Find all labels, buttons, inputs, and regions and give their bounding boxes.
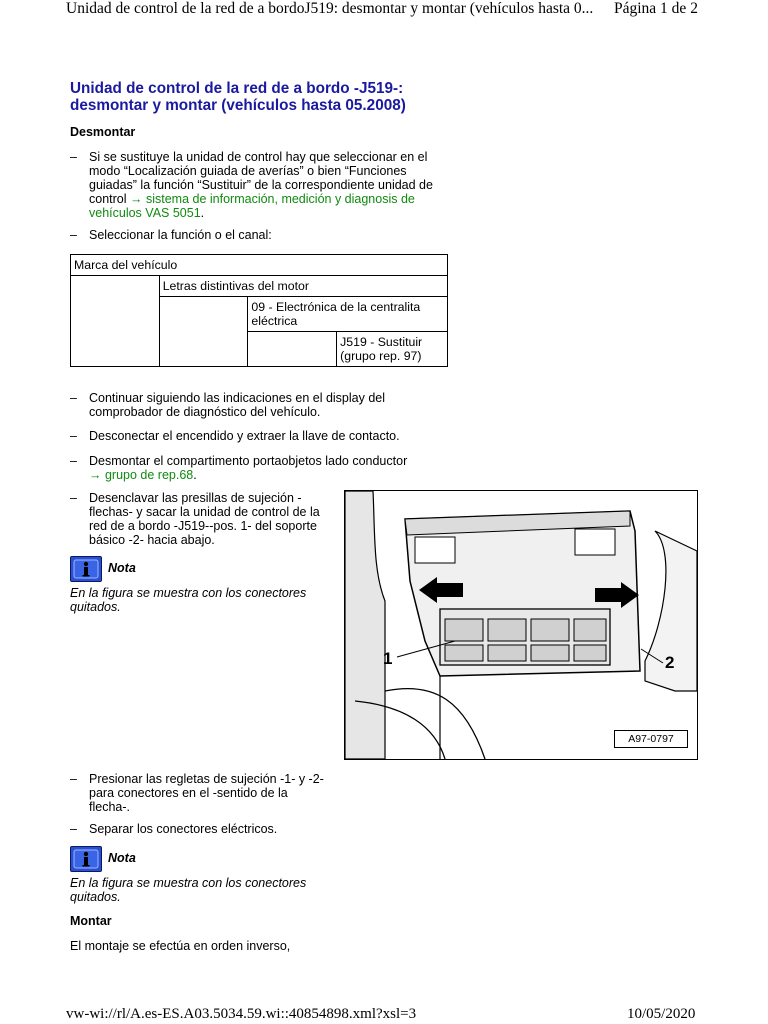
note-text: [70, 876, 350, 904]
vas-5051-link-cont[interactable]: vehículos VAS 5051: [89, 206, 201, 220]
header-page-number: Página 1 de 2: [614, 0, 698, 17]
desmontar-heading: Desmontar: [70, 125, 136, 139]
step-1-line-4-text: control: [89, 192, 130, 206]
note-text-line-2: quitados.: [70, 600, 121, 614]
table-row: [71, 255, 448, 276]
step-dash: –: [70, 491, 77, 505]
function-table: [70, 254, 448, 367]
note-text-line-2: quitados.: [70, 890, 121, 904]
step-dash: –: [70, 228, 77, 242]
table-cell-blank: [71, 276, 160, 297]
step-6-line-4: básico -2- hacia abajo.: [89, 533, 215, 547]
step-dash: –: [70, 391, 77, 405]
table-cell-engine-letters: Letras distintivas del motor: [159, 276, 447, 297]
table-cell-j519-line-2: (grupo rep. 97): [340, 349, 422, 363]
table-cell-blank: [71, 297, 160, 332]
step-dash: –: [70, 429, 77, 443]
step-7-text: [89, 772, 324, 814]
grupo-rep-68-link[interactable]: → grupo de rep.68: [89, 468, 194, 482]
footer-url: vw-wi://rl/A.es-ES.A03.5034.59.wi::40854898.xml?xsl=3: [66, 1006, 417, 1022]
page-title-line-2: desmontar y montar (vehículos hasta 05.2008): [70, 97, 406, 114]
step-5-period: .: [193, 468, 197, 482]
page-header: [0, 0, 768, 22]
step-7-line-2: para conectores en el -sentido de la: [89, 786, 288, 800]
step-1-line-4: [89, 192, 433, 206]
table-cell-electronics-line-2: eléctrica: [251, 314, 298, 328]
montar-text: El montaje se efectúa en orden inverso,: [70, 939, 291, 953]
step-dash: –: [70, 772, 77, 786]
table-cell-blank: [159, 332, 248, 367]
table-cell-blank: [248, 332, 337, 367]
table-row: [71, 276, 448, 297]
page-title: [70, 80, 470, 114]
step-1-line-2: modo “Localización guiada de averías” o bien “Funciones: [89, 164, 407, 178]
table-cell-blank: [159, 297, 248, 332]
table-cell-j519: [337, 332, 448, 367]
step-1-line-5: [89, 206, 433, 220]
footer-date: 10/05/2020: [627, 1006, 696, 1022]
note-text-line-1: En la figura se muestra con los conectores: [70, 876, 307, 890]
step-4-text: Desconectar el encendido y extraer la llave de contacto.: [89, 429, 400, 443]
table-row: [71, 332, 448, 367]
table-cell-electronics: [248, 297, 448, 332]
step-1-line-3: guiadas” la función “Sustituir” de la correspondiente unidad de: [89, 178, 433, 192]
step-dash: –: [70, 150, 77, 164]
step-5-line-2: [89, 468, 407, 482]
step-1-line-1: Si se sustituye la unidad de control hay que seleccionar en el: [89, 150, 428, 164]
step-3-text: [89, 391, 385, 419]
figure-callout-1: 1: [383, 649, 393, 668]
step-dash: –: [70, 822, 77, 836]
step-6-line-1: Desenclavar las presillas de sujeción -: [89, 491, 302, 505]
info-icon: [70, 556, 102, 582]
step-6-line-2: flechas- y sacar la unidad de control de la: [89, 505, 320, 519]
header-doc-title: Unidad de control de la red de a bordoJ519: desmontar y montar (vehículos hasta 0...: [66, 0, 594, 17]
table-cell-blank: [71, 332, 160, 367]
step-3-line-1: Continuar siguiendo las indicaciones en el display del: [89, 391, 386, 405]
step-1-text: [89, 150, 433, 220]
step-dash: –: [70, 454, 77, 468]
technical-figure: [344, 490, 698, 760]
montar-heading: Montar: [70, 914, 112, 928]
step-1-period: .: [200, 206, 205, 220]
step-3-line-2: comprobador de diagnóstico del vehículo.: [89, 405, 321, 419]
step-7-line-1: Presionar las regletas de sujeción -1- y -2-: [89, 772, 324, 786]
step-5-text: [89, 454, 407, 482]
note-text: [70, 586, 350, 614]
step-6-text: [89, 491, 320, 547]
step-7-line-3: flecha-.: [89, 800, 130, 814]
figure-code: A97-0797: [614, 730, 688, 748]
figure-callout-2: 2: [665, 653, 675, 672]
note-label: Nota: [108, 851, 136, 865]
step-6-line-3: red de a bordo -J519--pos. 1- del soporte: [89, 519, 317, 533]
figure-drawing: [345, 491, 697, 759]
note-text-line-1: En la figura se muestra con los conectores: [70, 586, 307, 600]
step-5-line-1: Desmontar el compartimento portaobjetos lado conductor: [89, 454, 408, 468]
vas-5051-link[interactable]: → sistema de información, medición y diagnosis de: [130, 192, 415, 206]
step-8-text: Separar los conectores eléctricos.: [89, 822, 278, 836]
step-2-text: Seleccionar la función o el canal:: [89, 228, 272, 242]
page-title-line-1: Unidad de control de la red de a bordo -J519-:: [70, 80, 404, 97]
table-cell-electronics-line-1: 09 - Electrónica de la centralita: [251, 300, 421, 314]
table-cell-j519-line-1: J519 - Sustituir: [340, 335, 423, 349]
table-row: [71, 297, 448, 332]
info-icon: [70, 846, 102, 872]
table-cell-vehicle-brand: Marca del vehículo: [71, 255, 448, 276]
page-footer: [0, 1006, 768, 1024]
note-label: Nota: [108, 561, 136, 575]
